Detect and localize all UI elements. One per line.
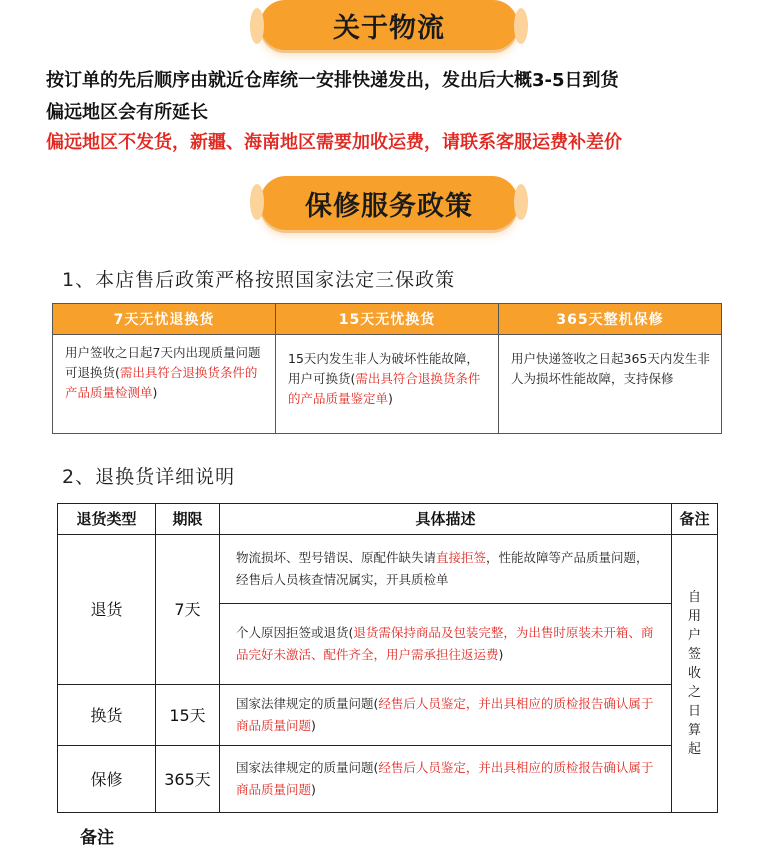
table-row xyxy=(58,746,718,813)
row-period: 15天 xyxy=(156,685,220,746)
logistics-line-1: 按订单的先后顺序由就近仓库统一安排快递发出，发出后大概3-5日到货 xyxy=(46,70,619,91)
row-period: 7天 xyxy=(156,535,220,685)
row-type: 退货 xyxy=(58,535,156,685)
policy-col-15day xyxy=(276,304,499,433)
row-desc: 物流损坏、型号错误、原配件缺失请直接拒签，性能故障等产品质量问题，经售后人员核查情况属实，开具质检单 xyxy=(220,535,672,604)
policy-title: 7天无忧退换货 xyxy=(53,304,275,335)
row-desc: 国家法律规定的质量问题(经售后人员鉴定，并出具相应的质检报告确认属于商品质量问题) xyxy=(220,685,672,746)
policy-title: 15天无忧换货 xyxy=(276,304,498,335)
header-note: 备注 xyxy=(672,504,718,535)
table-header-row xyxy=(58,504,718,535)
policy-body: 用户快递签收之日起365天内发生非人为损坏性能故障，支持保修 xyxy=(511,351,710,386)
row-period: 365天 xyxy=(156,746,220,813)
detail-table xyxy=(57,503,718,813)
header-period: 期限 xyxy=(156,504,220,535)
footer-note: 备注 xyxy=(80,828,114,848)
policy-body: 15天内发生非人为破坏性能故障，用户可换货(需出具符合退换货条件的产品质量鉴定单) xyxy=(288,351,481,406)
section-title-1: 1、本店售后政策严格按照国家法定三保政策 xyxy=(62,269,456,291)
row-type: 保修 xyxy=(58,746,156,813)
logistics-line-2: 偏远地区会有所延长 xyxy=(46,102,208,123)
policy-title: 365天整机保修 xyxy=(499,304,721,335)
row-desc: 个人原因拒签或退货(退货需保持商品及包装完整，为出售时原装未开箱、商品完好未激活、配件齐全，用户需承担往返运费) xyxy=(220,604,672,685)
header-desc: 具体描述 xyxy=(220,504,672,535)
logistics-line-3: 偏远地区不发货，新疆、海南地区需要加收运费，请联系客服运费补差价 xyxy=(46,132,622,153)
warranty-banner-title: 保修服务政策 xyxy=(305,190,473,222)
section-title-2: 2、退换货详细说明 xyxy=(62,466,236,488)
header-type: 退货类型 xyxy=(58,504,156,535)
logistics-banner xyxy=(260,0,518,50)
warranty-banner xyxy=(260,176,518,230)
row-desc: 国家法律规定的质量问题(经售后人员鉴定，并出具相应的质检报告确认属于商品质量问题) xyxy=(220,746,672,813)
note-vertical: 自 用 户 签 收 之 日 算 起 xyxy=(672,535,718,813)
policy-col-7day xyxy=(53,304,276,433)
logistics-banner-title: 关于物流 xyxy=(333,12,445,44)
policy-boxes xyxy=(52,303,722,434)
policy-body: 用户签收之日起7天内出现质量问题可退换货(需出具符合退换货条件的产品质量检测单) xyxy=(65,345,261,400)
table-row xyxy=(58,685,718,746)
table-row xyxy=(58,535,718,604)
row-type: 换货 xyxy=(58,685,156,746)
policy-col-365day xyxy=(499,304,721,433)
